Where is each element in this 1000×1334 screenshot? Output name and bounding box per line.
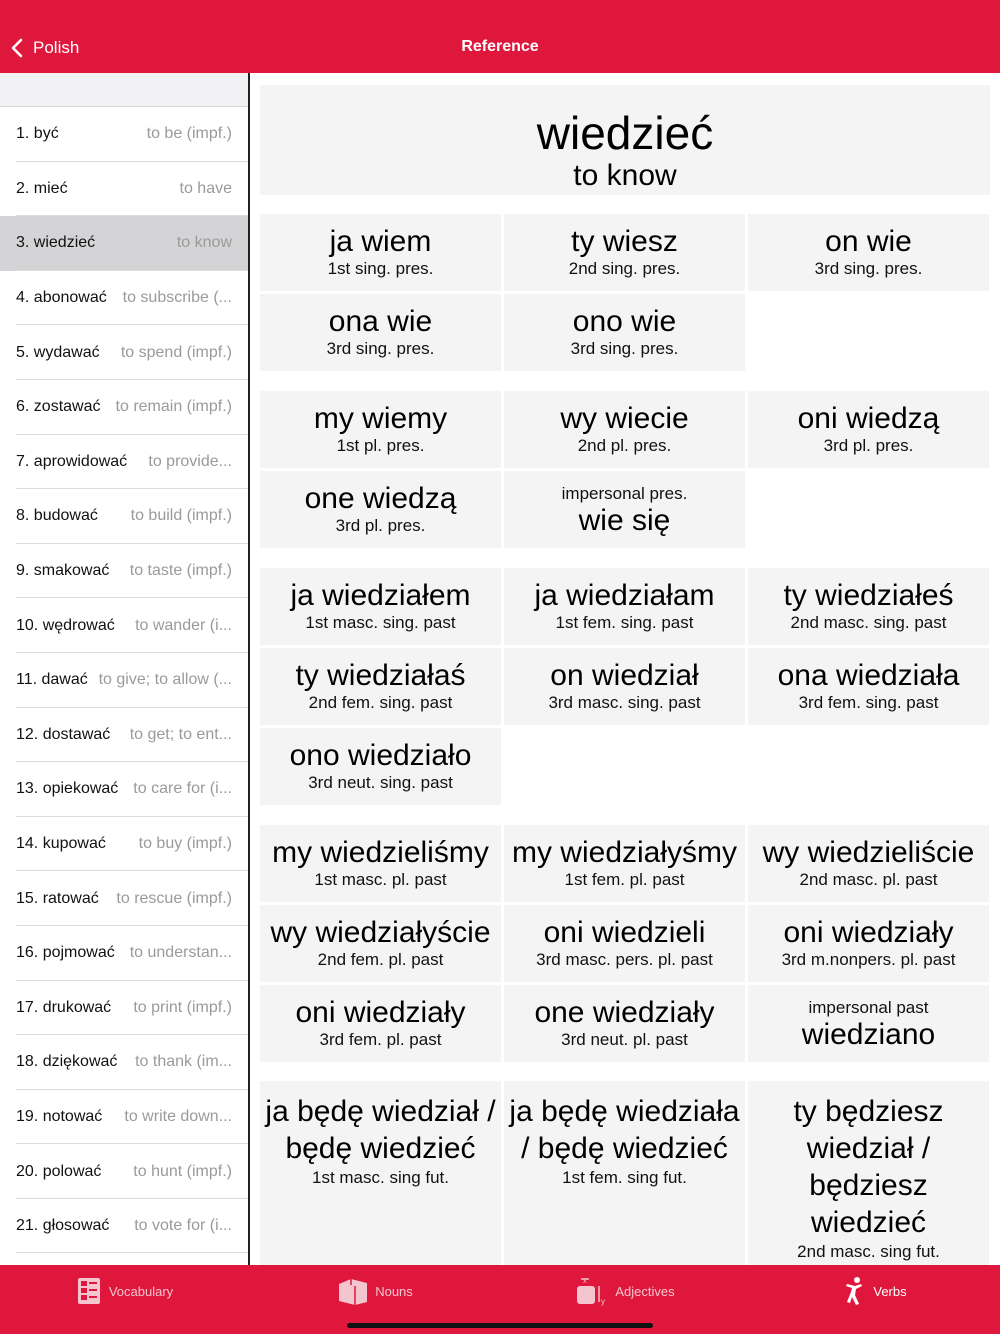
conjugation-form: one wiedziały xyxy=(534,995,715,1029)
tab-nouns[interactable] xyxy=(250,1265,500,1317)
navigation-bar xyxy=(0,0,1000,73)
conjugation-label: 2nd masc. sing fut. xyxy=(797,1242,940,1261)
conjugation-label: 1st fem. pl. past xyxy=(564,869,685,889)
conjugation-label: 1st fem. sing. past xyxy=(555,612,694,632)
list-item-meaning: to thank (im... xyxy=(135,1053,232,1071)
conjugation-form: ty będziesz wiedział / będziesz wiedzieć xyxy=(793,1095,944,1239)
conjugation-form: my wiedzieliśmy xyxy=(272,835,489,869)
conjugation-form: ona wie xyxy=(328,304,433,338)
list-item-meaning: to print (impf.) xyxy=(133,998,232,1016)
conjugation-cell xyxy=(260,728,501,805)
list-item[interactable] xyxy=(0,544,248,599)
list-item-word: 7. aprowidować xyxy=(16,452,128,470)
list-item-meaning: to have xyxy=(179,179,232,197)
conjugation-form: oni wiedziały xyxy=(783,915,954,949)
conjugation-cell xyxy=(504,648,745,725)
list-item[interactable] xyxy=(0,1035,248,1090)
adjectives-icon xyxy=(575,1276,609,1306)
back-button-label: Polish xyxy=(33,38,80,57)
list-item-meaning: to subscribe (... xyxy=(122,289,232,307)
list-item[interactable] xyxy=(0,817,248,872)
conjugation-label: 3rd neut. sing. past xyxy=(308,772,453,792)
conjugation-panel xyxy=(252,73,1000,1265)
conjugation-label: 3rd sing. pres. xyxy=(326,338,435,358)
list-item-word: 20. polować xyxy=(16,1162,102,1180)
conjugation-form: wy wiedzieliście xyxy=(762,835,975,869)
conjugation-form: ja będę wiedziała / będę wiedzieć xyxy=(509,1095,740,1165)
conjugation-label: 1st masc. pl. past xyxy=(314,869,447,889)
conjugation-cell xyxy=(504,568,745,645)
list-item-word: 6. zostawać xyxy=(16,398,101,416)
conjugation-cell xyxy=(504,214,745,291)
list-item-meaning: to write down... xyxy=(124,1107,232,1125)
conjugation-label: 2nd sing. pres. xyxy=(568,258,681,278)
conjugation-cell xyxy=(504,825,745,902)
list-item[interactable] xyxy=(0,653,248,708)
list-item-word: 5. wydawać xyxy=(16,343,100,361)
list-item-word: 21. głosować xyxy=(16,1217,110,1235)
conjugation-label: 3rd fem. sing. past xyxy=(798,692,939,712)
conjugation-form: ja będę wiedział / będę wiedzieć xyxy=(265,1095,496,1165)
verb-list-sidebar xyxy=(0,73,250,1265)
conjugation-cell xyxy=(504,985,745,1062)
list-item[interactable] xyxy=(0,1144,248,1199)
verb-list xyxy=(0,107,248,1253)
list-item-word: 13. opiekować xyxy=(16,780,119,798)
conjugation-label: 1st sing. pres. xyxy=(327,258,434,278)
conjugation-label: 3rd sing. pres. xyxy=(814,258,923,278)
list-item-meaning: to give; to allow (... xyxy=(98,671,232,689)
conjugation-label: 2nd fem. pl. past xyxy=(317,949,444,969)
tab-vocabulary[interactable] xyxy=(0,1265,250,1317)
list-item[interactable] xyxy=(0,598,248,653)
list-item[interactable] xyxy=(0,216,248,271)
conjugation-form: my wiedziałyśmy xyxy=(511,835,738,869)
conjugation-label: 1st fem. sing fut. xyxy=(562,1168,687,1187)
list-item[interactable] xyxy=(0,1199,248,1254)
conjugation-cell xyxy=(748,391,989,468)
vocabulary-icon xyxy=(77,1277,103,1305)
conjugation-cell xyxy=(260,825,501,902)
conjugation-cell xyxy=(504,391,745,468)
conjugation-form: ono wiedziało xyxy=(289,738,472,772)
list-item-meaning: to build (impf.) xyxy=(130,507,232,525)
conjugation-form: wie się xyxy=(578,503,671,537)
conjugation-form: oni wiedzą xyxy=(797,401,940,435)
conjugation-label: 2nd masc. pl. past xyxy=(799,869,938,889)
conjugation-label: 3rd m.nonpers. pl. past xyxy=(781,949,956,969)
list-item[interactable] xyxy=(0,325,248,380)
list-item[interactable] xyxy=(0,162,248,217)
conjugation-label: 1st masc. sing. past xyxy=(305,612,456,632)
list-item-word: 18. dziękować xyxy=(16,1053,118,1071)
conjugation-form: ona wiedziała xyxy=(777,658,960,692)
list-item[interactable] xyxy=(0,435,248,490)
verb-infinitive: wiedzieć xyxy=(536,107,714,159)
verb-header-card xyxy=(260,85,990,195)
list-item-word: 1. być xyxy=(16,125,59,143)
list-item[interactable] xyxy=(0,762,248,817)
nouns-icon xyxy=(337,1276,369,1306)
svg-text:x: x xyxy=(583,1278,587,1285)
tab-nouns-label: Nouns xyxy=(375,1283,413,1299)
conjugation-label: 1st pl. pres. xyxy=(336,435,425,455)
conjugation-cell xyxy=(260,1081,501,1265)
tab-adjectives-label: Adjectives xyxy=(615,1283,675,1299)
list-item[interactable] xyxy=(0,926,248,981)
conjugation-form: ja wiedziałam xyxy=(534,578,715,612)
conjugation-label: 3rd fem. pl. past xyxy=(319,1029,442,1049)
conjugation-cell xyxy=(260,214,501,291)
list-item-word: 19. notować xyxy=(16,1107,103,1125)
list-item-meaning: to taste (impf.) xyxy=(129,562,232,580)
conjugation-cell xyxy=(260,391,501,468)
conjugation-cell xyxy=(260,568,501,645)
list-item-word: 12. dostawać xyxy=(16,725,111,743)
list-item-meaning: to buy (impf.) xyxy=(138,835,232,853)
list-item[interactable] xyxy=(0,1090,248,1145)
list-item-meaning: to get; to ent... xyxy=(129,725,232,743)
conjugation-form: one wiedzą xyxy=(304,481,457,515)
conjugation-form: my wiemy xyxy=(313,401,448,435)
list-item-word: 17. drukować xyxy=(16,998,112,1016)
list-item-word: 8. budować xyxy=(16,507,98,525)
conjugation-label: impersonal past xyxy=(808,997,929,1017)
conjugation-label: 2nd masc. sing. past xyxy=(790,612,947,632)
conjugation-cell xyxy=(748,648,989,725)
tab-vocabulary-label: Vocabulary xyxy=(108,1283,174,1299)
conjugation-cell xyxy=(748,985,989,1062)
conjugation-form: ja wiedziałem xyxy=(290,578,471,612)
tab-adjectives[interactable] xyxy=(500,1265,750,1317)
conjugation-label: 2nd pl. pres. xyxy=(577,435,672,455)
list-item-word: 2. mieć xyxy=(16,179,68,197)
conjugation-label: 3rd pl. pres. xyxy=(823,435,914,455)
conjugation-cell xyxy=(260,905,501,982)
conjugation-label: impersonal pres. xyxy=(561,483,688,503)
home-indicator xyxy=(347,1323,653,1328)
conjugation-label: 3rd pl. pres. xyxy=(335,515,426,535)
list-item-meaning: to be (impf.) xyxy=(146,125,232,143)
list-item[interactable] xyxy=(0,489,248,544)
conjugation-label: 3rd masc. sing. past xyxy=(548,692,701,712)
conjugation-cell xyxy=(504,471,745,548)
conjugation-cell xyxy=(504,1081,745,1265)
list-item[interactable] xyxy=(0,708,248,763)
verbs-icon xyxy=(843,1276,867,1306)
conjugation-form: ty wiedziałaś xyxy=(295,658,466,692)
list-item-meaning: to rescue (impf.) xyxy=(116,889,232,907)
conjugation-label: 1st masc. sing fut. xyxy=(312,1168,449,1187)
conjugation-cell xyxy=(748,825,989,902)
list-item-meaning: to remain (impf.) xyxy=(115,398,232,416)
svg-text:y: y xyxy=(601,1297,606,1306)
conjugation-cell xyxy=(260,985,501,1062)
list-item-word: 14. kupować xyxy=(16,835,106,853)
conjugation-form: wiedziano xyxy=(801,1017,936,1051)
conjugation-form: on wiedział xyxy=(550,658,699,692)
conjugation-cell xyxy=(260,648,501,725)
list-item-meaning: to care for (i... xyxy=(133,780,232,798)
conjugation-cell xyxy=(260,294,501,371)
list-item-word: 15. ratować xyxy=(16,889,99,907)
list-item-meaning: to understan... xyxy=(129,944,232,962)
conjugation-cell xyxy=(748,568,989,645)
conjugation-cell xyxy=(504,294,745,371)
list-item[interactable] xyxy=(0,871,248,926)
conjugation-form: ja wiem xyxy=(329,224,432,258)
list-item-word: 16. pojmować xyxy=(16,944,115,962)
conjugation-form: wy wiedziałyście xyxy=(270,915,491,949)
list-item-meaning: to provide... xyxy=(148,452,232,470)
conjugation-cell xyxy=(504,905,745,982)
conjugation-form: on wie xyxy=(825,224,912,258)
conjugation-form: oni wiedzieli xyxy=(543,915,706,949)
list-item-meaning: to wander (i... xyxy=(135,616,232,634)
list-item[interactable] xyxy=(0,271,248,326)
list-item-meaning: to spend (impf.) xyxy=(120,343,232,361)
tab-verbs[interactable] xyxy=(750,1265,1000,1317)
page-title: Reference xyxy=(461,38,539,55)
conjugation-label: 3rd sing. pres. xyxy=(570,338,679,358)
list-item-word: 9. smakować xyxy=(16,562,110,580)
conjugation-form: wy wiecie xyxy=(560,401,689,435)
conjugation-cell xyxy=(748,905,989,982)
list-item-word: 4. abonować xyxy=(16,289,107,307)
list-item[interactable] xyxy=(0,380,248,435)
verb-meaning: to know xyxy=(573,159,677,192)
conjugation-form: oni wiedziały xyxy=(295,995,466,1029)
list-item[interactable] xyxy=(0,981,248,1036)
conjugation-cell xyxy=(260,471,501,548)
list-item-meaning: to know xyxy=(176,234,232,252)
list-item-word: 3. wiedzieć xyxy=(16,234,96,252)
conjugation-form: ty wiedziałeś xyxy=(783,578,954,612)
conjugation-label: 3rd masc. pers. pl. past xyxy=(536,949,713,969)
conjugation-form: ono wie xyxy=(572,304,677,338)
list-item-word: 11. dawać xyxy=(16,671,88,689)
tab-verbs-label: Verbs xyxy=(873,1283,907,1299)
conjugation-cell xyxy=(748,1081,989,1265)
list-item[interactable] xyxy=(0,107,248,162)
sidebar-header xyxy=(0,73,248,107)
conjugation-form: ty wiesz xyxy=(571,224,678,258)
conjugation-label: 2nd fem. sing. past xyxy=(308,692,453,712)
list-item-meaning: to vote for (i... xyxy=(134,1217,232,1235)
conjugation-cell xyxy=(748,214,989,291)
list-item-meaning: to hunt (impf.) xyxy=(133,1162,232,1180)
conjugation-label: 3rd neut. pl. past xyxy=(561,1029,688,1049)
list-item-word: 10. wędrować xyxy=(16,616,115,634)
